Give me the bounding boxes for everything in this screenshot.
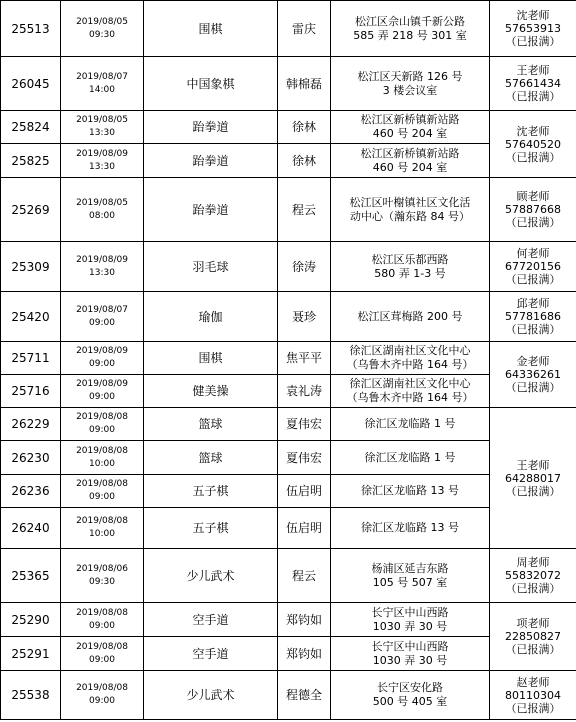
- datetime-cell: [61, 178, 144, 242]
- table-row: [1, 242, 576, 292]
- contact-phone: 57887668: [505, 203, 561, 216]
- address-cell: [331, 1, 490, 57]
- datetime-cell: [61, 508, 144, 549]
- datetime-cell: [61, 603, 144, 637]
- course-id-cell: 25365: [1, 549, 61, 603]
- address-cell: [331, 342, 490, 375]
- enrollment-status: （已报满）: [505, 216, 561, 229]
- course-id-cell: 25538: [1, 671, 61, 720]
- course-name-cell: 少儿武术: [144, 671, 278, 720]
- teacher-name-cell: 郑钧如: [278, 637, 331, 671]
- address-cell: [331, 375, 490, 408]
- address-cell: [331, 144, 490, 178]
- date-text: 2019/08/08: [76, 445, 128, 456]
- time-text: 09:00: [89, 317, 115, 328]
- contact-cell: [490, 408, 576, 549]
- date-text: 2019/08/05: [76, 16, 128, 27]
- course-id-cell: 25716: [1, 375, 61, 408]
- contact-cell: [490, 57, 576, 111]
- course-name-cell: 五子棋: [144, 508, 278, 549]
- address-line: 徐汇区龙临路 1 号: [364, 450, 456, 464]
- contact-name: 项老师: [516, 617, 550, 630]
- date-text: 2019/08/08: [76, 412, 128, 422]
- address-line: 500 号 405 室: [372, 695, 448, 708]
- teacher-name-cell: 夏伟宏: [278, 441, 331, 475]
- course-name-cell: 羽毛球: [144, 242, 278, 292]
- table-body: [1, 1, 576, 720]
- address-line: 1030 弄 30 号: [372, 619, 448, 633]
- contact-cell: [490, 342, 576, 408]
- date-text: 2019/08/09: [76, 346, 128, 356]
- address-line: 徐汇区龙临路 13 号: [361, 484, 459, 497]
- datetime-cell: [61, 57, 144, 111]
- enrollment-status: （已报满）: [505, 381, 561, 394]
- course-id-cell: 26045: [1, 57, 61, 111]
- table-row: [1, 408, 576, 441]
- datetime-cell: [61, 144, 144, 178]
- enrollment-status: （已报满）: [505, 643, 561, 656]
- course-id-cell: 25711: [1, 342, 61, 375]
- teacher-name-cell: 袁礼涛: [278, 375, 331, 408]
- contact-phone: 57781686: [505, 310, 561, 323]
- address-line: 长宁区中山西路: [371, 639, 449, 653]
- datetime-cell: [61, 292, 144, 342]
- address-line: 松江区佘山镇千新公路: [355, 14, 465, 28]
- course-name-cell: 篮球: [144, 408, 278, 441]
- contact-name: 赵老师: [516, 675, 550, 689]
- enrollment-status: （已报满）: [505, 701, 561, 715]
- date-text: 2019/08/08: [76, 641, 128, 652]
- contact-phone: 64288017: [505, 471, 561, 485]
- contact-cell: [490, 671, 576, 720]
- enrollment-status: （已报满）: [505, 323, 561, 336]
- course-id-cell: 25291: [1, 637, 61, 671]
- address-line: 松江区茸梅路 200 号: [357, 309, 463, 323]
- enrollment-status: （已报满）: [505, 35, 561, 48]
- time-text: 13:30: [89, 161, 115, 172]
- datetime-cell: [61, 441, 144, 475]
- address-line: 松江区天新路 126 号: [357, 69, 463, 83]
- course-name-cell: 少儿武术: [144, 549, 278, 603]
- address-line: 长宁区安化路: [377, 681, 443, 694]
- teacher-name-cell: 伍启明: [278, 475, 331, 508]
- datetime-cell: [61, 375, 144, 408]
- time-text: 09:00: [89, 425, 115, 435]
- address-line: 动中心（瀚东路 84 号）: [350, 209, 470, 223]
- date-text: 2019/08/05: [76, 197, 128, 208]
- time-text: 10:00: [89, 529, 115, 539]
- address-cell: [331, 178, 490, 242]
- teacher-name-cell: 焦平平: [278, 342, 331, 375]
- time-text: 14:00: [89, 84, 115, 95]
- datetime-cell: [61, 637, 144, 671]
- contact-cell: [490, 549, 576, 603]
- address-cell: [331, 408, 490, 441]
- time-text: 09:30: [89, 576, 115, 587]
- table-row: [1, 292, 576, 342]
- datetime-cell: [61, 111, 144, 144]
- enrollment-status: （已报满）: [505, 484, 561, 498]
- time-text: 08:00: [89, 210, 115, 221]
- contact-phone: 57640520: [505, 137, 561, 151]
- teacher-name-cell: 郑钧如: [278, 603, 331, 637]
- contact-cell: [490, 242, 576, 292]
- table-row: [1, 671, 576, 720]
- course-name-cell: 围棋: [144, 342, 278, 375]
- date-text: 2019/08/07: [76, 304, 128, 315]
- time-text: 09:00: [89, 696, 115, 706]
- course-name-cell: 围棋: [144, 1, 278, 57]
- address-cell: [331, 111, 490, 144]
- enrollment-status: （已报满）: [505, 582, 561, 595]
- datetime-cell: [61, 408, 144, 441]
- course-name-cell: 中国象棋: [144, 57, 278, 111]
- address-line: 460 号 204 室: [372, 127, 448, 140]
- enrollment-status: （已报满）: [505, 273, 561, 286]
- contact-phone: 80110304: [505, 688, 561, 702]
- course-id-cell: 26240: [1, 508, 61, 549]
- contact-phone: 67720156: [505, 260, 561, 273]
- table-row: [1, 111, 576, 144]
- datetime-cell: [61, 342, 144, 375]
- contact-cell: [490, 111, 576, 178]
- time-text: 13:30: [89, 128, 115, 138]
- course-name-cell: 篮球: [144, 441, 278, 475]
- datetime-cell: [61, 671, 144, 720]
- contact-phone: 57653913: [505, 22, 561, 35]
- enrollment-status: （已报满）: [505, 90, 561, 103]
- course-name-cell: 瑜伽: [144, 292, 278, 342]
- address-line: 杨浦区延吉东路: [371, 561, 449, 575]
- teacher-name-cell: 程云: [278, 549, 331, 603]
- contact-phone: 57661434: [505, 77, 561, 90]
- time-text: 09:00: [89, 392, 115, 402]
- teacher-name-cell: 雷庆: [278, 1, 331, 57]
- time-text: 09:00: [89, 359, 115, 369]
- address-line: 徐汇区湖南社区文化中心: [349, 344, 471, 357]
- teacher-name-cell: 徐涛: [278, 242, 331, 292]
- contact-name: 金老师: [516, 355, 550, 368]
- address-cell: [331, 475, 490, 508]
- course-id-cell: 26230: [1, 441, 61, 475]
- course-name-cell: 跆拳道: [144, 144, 278, 178]
- teacher-name-cell: 徐林: [278, 144, 331, 178]
- teacher-name-cell: 夏伟宏: [278, 408, 331, 441]
- contact-name: 何老师: [516, 247, 550, 260]
- date-text: 2019/08/06: [76, 563, 128, 574]
- contact-name: 周老师: [516, 556, 550, 569]
- course-id-cell: 25269: [1, 178, 61, 242]
- course-id-cell: 25824: [1, 111, 61, 144]
- table-row: [1, 549, 576, 603]
- address-line: 3 楼会议室: [382, 83, 438, 97]
- date-text: 2019/08/08: [76, 683, 128, 693]
- enrollment-status: （已报满）: [505, 150, 561, 164]
- teacher-name-cell: 聂珍: [278, 292, 331, 342]
- address-line: 松江区新桥镇新站路: [360, 146, 460, 160]
- date-text: 2019/08/05: [76, 115, 128, 125]
- contact-phone: 64336261: [505, 368, 561, 381]
- date-text: 2019/08/09: [76, 148, 128, 159]
- course-name-cell: 五子棋: [144, 475, 278, 508]
- contact-name: 邱老师: [516, 297, 550, 310]
- address-line: 105 号 507 室: [372, 575, 448, 589]
- course-name-cell: 健美操: [144, 375, 278, 408]
- course-name-cell: 跆拳道: [144, 111, 278, 144]
- address-line: 徐汇区龙临路 13 号: [361, 521, 459, 534]
- time-text: 09:00: [89, 492, 115, 502]
- time-text: 13:30: [89, 267, 115, 278]
- datetime-cell: [61, 1, 144, 57]
- time-text: 09:30: [89, 29, 115, 40]
- address-line: 松江区新桥镇新站路: [360, 113, 460, 126]
- course-id-cell: 26236: [1, 475, 61, 508]
- date-text: 2019/08/09: [76, 254, 128, 265]
- date-text: 2019/08/07: [76, 71, 128, 82]
- address-cell: [331, 242, 490, 292]
- contact-phone: 22850827: [505, 630, 561, 643]
- time-text: 10:00: [89, 458, 115, 469]
- course-id-cell: 25420: [1, 292, 61, 342]
- address-cell: [331, 508, 490, 549]
- course-name-cell: 跆拳道: [144, 178, 278, 242]
- date-text: 2019/08/08: [76, 479, 128, 489]
- contact-phone: 55832072: [505, 569, 561, 582]
- address-cell: [331, 549, 490, 603]
- date-text: 2019/08/09: [76, 379, 128, 389]
- contact-cell: [490, 1, 576, 57]
- course-name-cell: 空手道: [144, 603, 278, 637]
- contact-cell: [490, 178, 576, 242]
- date-text: 2019/08/08: [76, 516, 128, 526]
- course-name-cell: 空手道: [144, 637, 278, 671]
- teacher-name-cell: 徐林: [278, 111, 331, 144]
- address-line: （乌鲁木齐中路 164 号）: [346, 391, 474, 404]
- address-cell: [331, 441, 490, 475]
- date-text: 2019/08/08: [76, 607, 128, 618]
- table-row: [1, 342, 576, 375]
- datetime-cell: [61, 475, 144, 508]
- table-row: [1, 603, 576, 637]
- datetime-cell: [61, 242, 144, 292]
- address-line: 1030 弄 30 号: [372, 653, 448, 667]
- contact-cell: [490, 603, 576, 671]
- time-text: 09:00: [89, 654, 115, 665]
- address-line: 460 号 204 室: [372, 160, 448, 174]
- address-line: 松江区叶榭镇社区文化活: [349, 195, 471, 209]
- teacher-name-cell: 伍启明: [278, 508, 331, 549]
- address-line: （乌鲁木齐中路 164 号）: [346, 358, 474, 371]
- table-row: [1, 1, 576, 57]
- teacher-name-cell: 程德全: [278, 671, 331, 720]
- course-id-cell: 25309: [1, 242, 61, 292]
- address-line: 徐汇区湖南社区文化中心: [349, 377, 471, 390]
- teacher-name-cell: 韩棉磊: [278, 57, 331, 111]
- contact-cell: [490, 292, 576, 342]
- contact-name: 顾老师: [516, 190, 550, 203]
- address-line: 长宁区中山西路: [371, 605, 449, 619]
- datetime-cell: [61, 549, 144, 603]
- address-cell: [331, 57, 490, 111]
- address-line: 580 弄 1-3 号: [374, 266, 446, 280]
- address-cell: [331, 671, 490, 720]
- address-cell: [331, 637, 490, 671]
- address-line: 585 弄 218 号 301 室: [353, 28, 467, 42]
- contact-name: 沈老师: [516, 124, 550, 138]
- course-id-cell: 26229: [1, 408, 61, 441]
- contact-name: 沈老师: [516, 9, 550, 22]
- course-id-cell: 25513: [1, 1, 61, 57]
- course-id-cell: 25825: [1, 144, 61, 178]
- table-row: [1, 178, 576, 242]
- address-cell: [331, 603, 490, 637]
- address-line: 徐汇区龙临路 1 号: [364, 417, 456, 430]
- contact-name: 王老师: [516, 64, 550, 77]
- contact-name: 王老师: [516, 458, 550, 472]
- time-text: 09:00: [89, 620, 115, 631]
- address-line: 松江区乐都西路: [371, 252, 449, 266]
- course-id-cell: 25290: [1, 603, 61, 637]
- teacher-name-cell: 程云: [278, 178, 331, 242]
- address-cell: [331, 292, 490, 342]
- table-row: [1, 57, 576, 111]
